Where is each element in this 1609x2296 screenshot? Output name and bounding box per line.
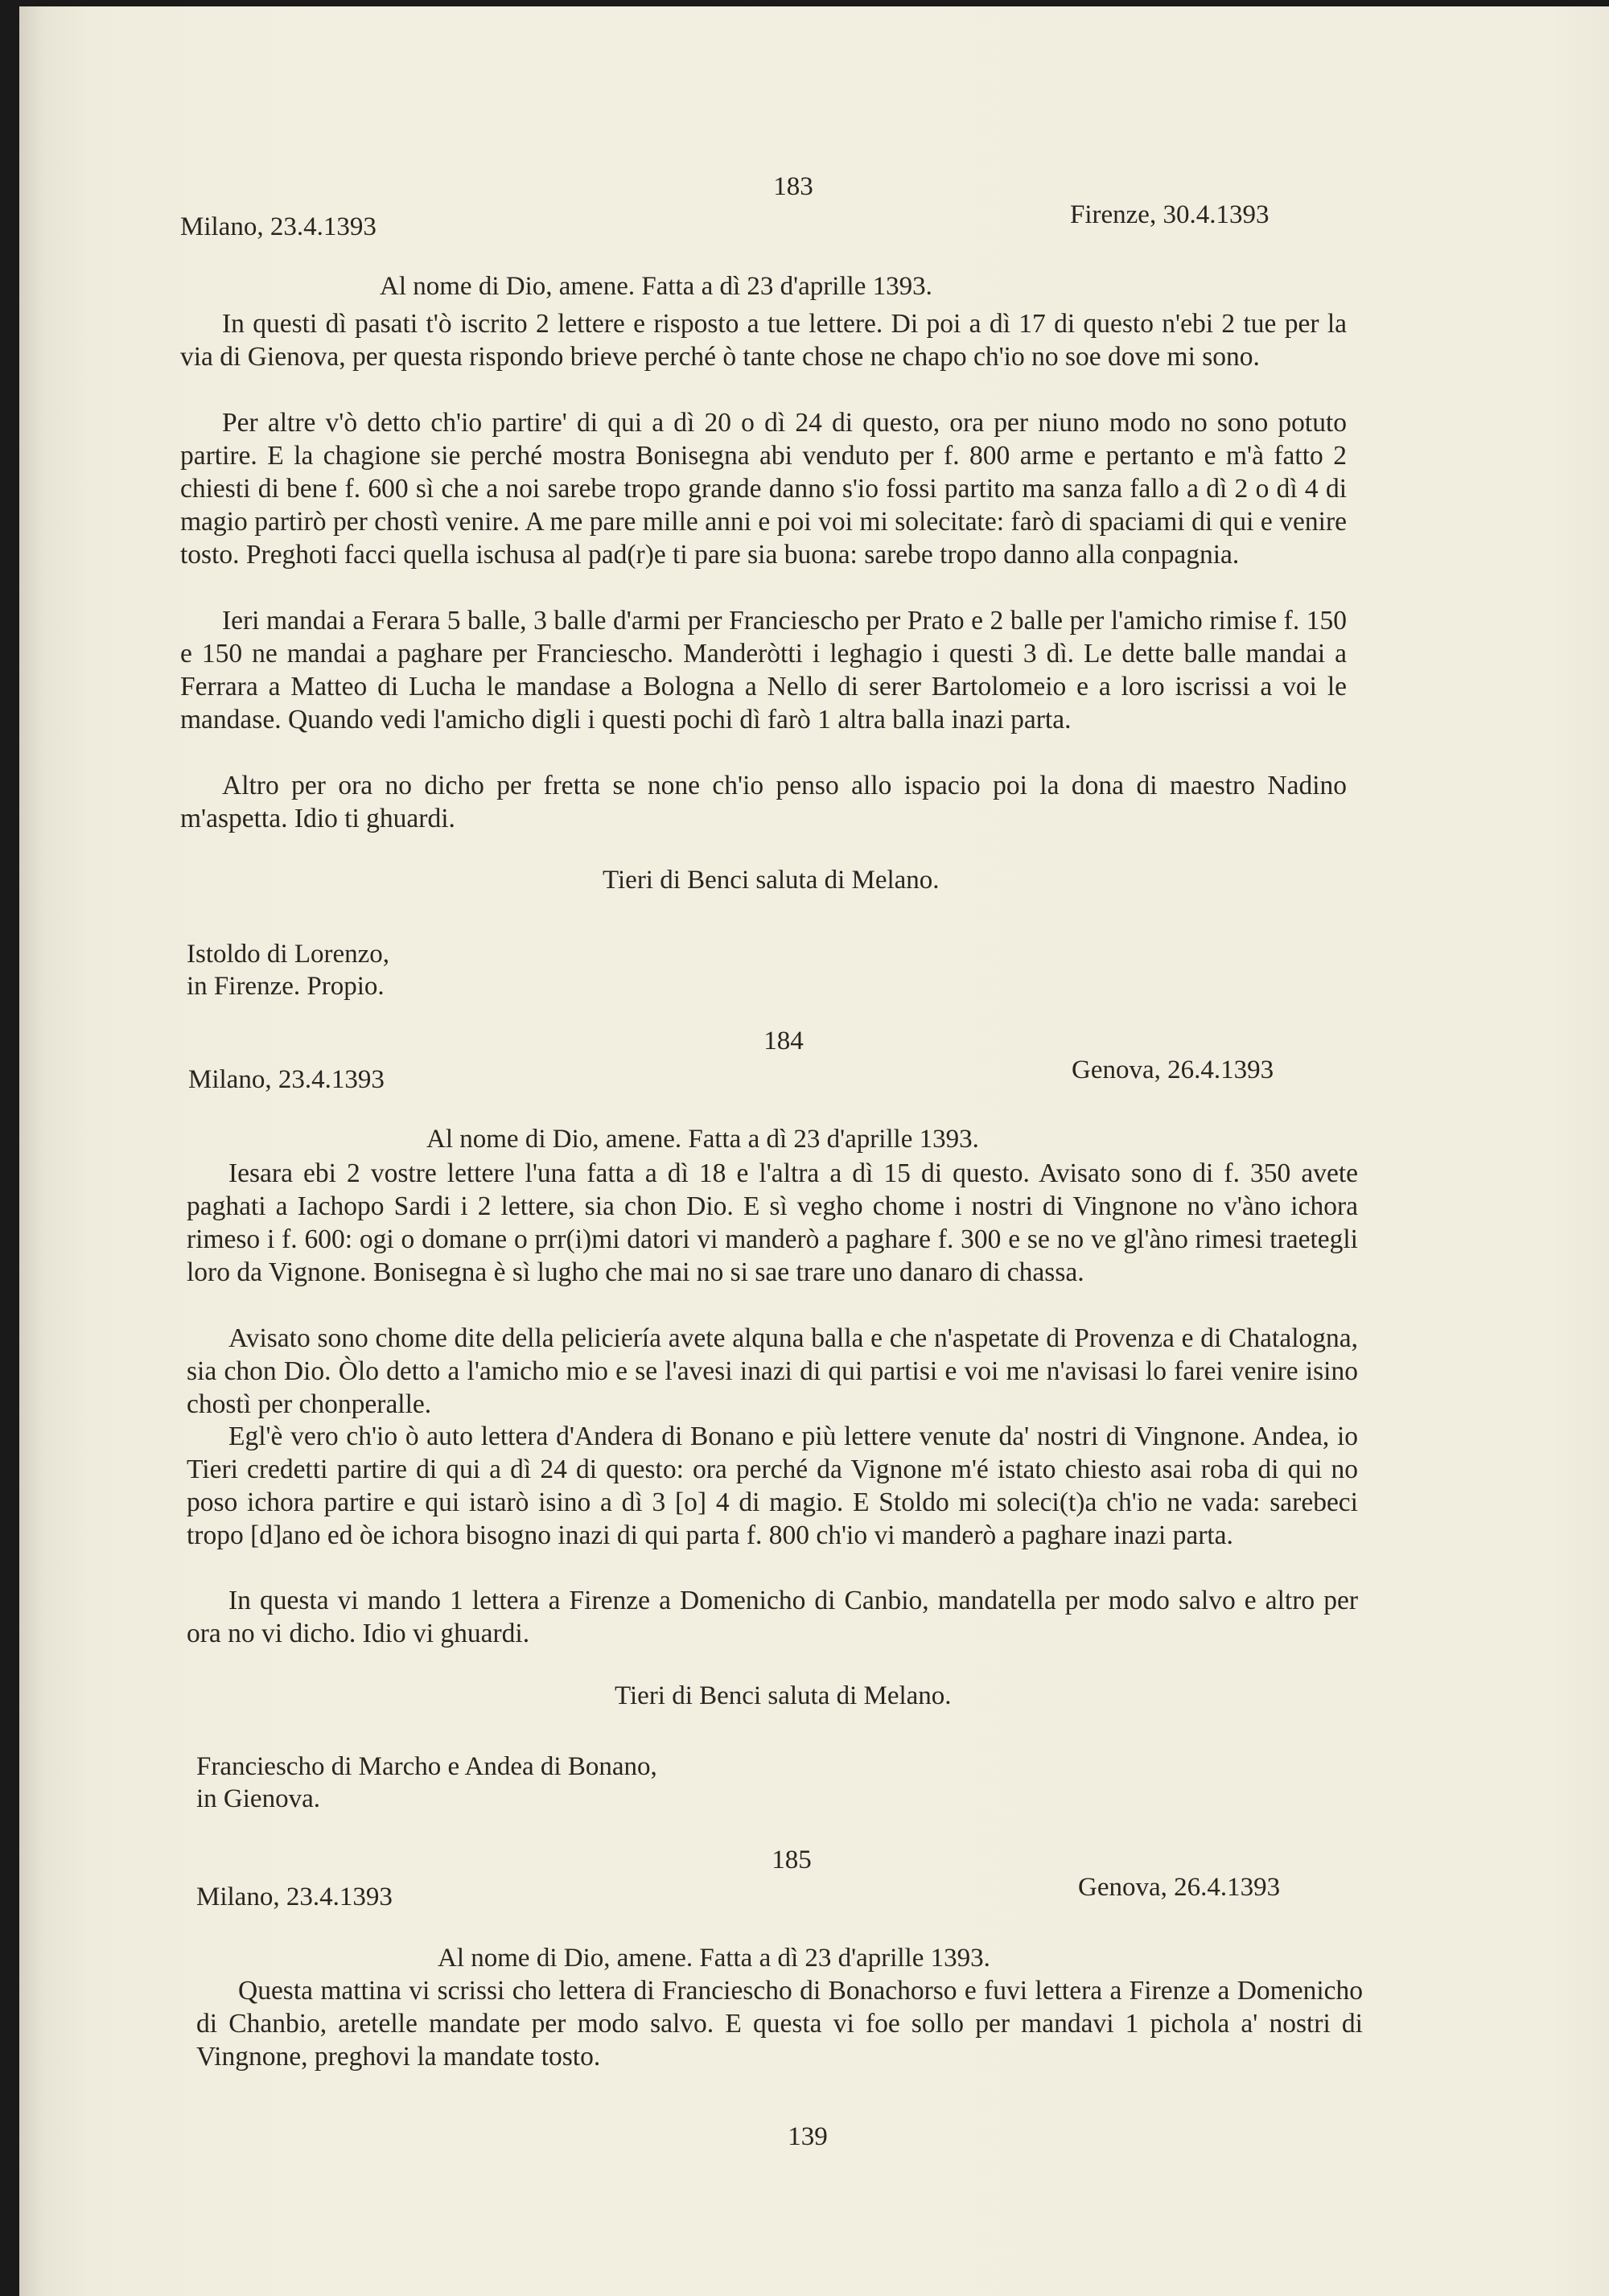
letter-address [187, 938, 389, 1002]
letter-paragraph: Egl'è vero ch'io ò auto lettera d'Andera di Bonano e più lettere venute da' nostri di Vingnone. Andea, io Tieri credetti partire di qui a dì 24 di questo: ora perché da Vignone m'é istato chiesto asai roba di qui no poso ichora partire e qui istarò isino a dì 3 [o] 4 di magio. E Stoldo mi soleci(t)a ch'io ne vada: sarebeci tropo [d]ano ed òe ichora bisogno inazi di qui parta f. 800 ch'io vi manderò a paghare inazi parta. [187, 1422, 1358, 1550]
letter-heading: Al nome di Dio, amene. Fatta a dì 23 d'aprille 1393. [426, 1125, 979, 1154]
letter-origin: Milano, 23.4.1393 [196, 1882, 393, 1911]
page-number: 139 [788, 2122, 828, 2151]
address-line: Istoldo di Lorenzo, [187, 940, 390, 969]
letter-heading: Al nome di Dio, amene. Fatta a dì 23 d'aprille 1393. [438, 1944, 990, 1973]
letter-origin: Milano, 23.4.1393 [188, 1065, 385, 1094]
letter-destination: Firenze, 30.4.1393 [1070, 200, 1270, 229]
letter-number: 183 [773, 172, 813, 201]
letter-number: 184 [763, 1027, 804, 1055]
letter-destination: Genova, 26.4.1393 [1072, 1055, 1274, 1084]
address-line: Franciescho di Marcho e Andea di Bonano, [196, 1752, 657, 1781]
book-page [19, 6, 1609, 2296]
letter-number: 185 [772, 1845, 812, 1874]
letter-paragraph: Questa mattina vi scrissi cho lettera di Franciescho di Bonachorso e fuvi lettera a Firenze a Domenicho di Chanbio, aretelle mandate per modo salvo. E questa vi foe sollo per mandavi 1 pichola a' nostri di Vingnone, preghovi la mandate tosto. [196, 1976, 1363, 2072]
letter-heading: Al nome di Dio, amene. Fatta a dì 23 d'aprille 1393. [380, 272, 932, 301]
letter-signature: Tieri di Benci saluta di Melano. [603, 866, 940, 895]
letter-paragraph: Avisato sono chome dite della peliciería avete alquna balla e che n'aspetate di Provenza e di Chatalogna, sia chon Dio. Òlo detto a l'amicho mio e se l'avesi inazi di qui partisi e voi me n'avisasi lo farei venire isino chostì per chonperalle. [187, 1323, 1358, 1419]
letter-destination: Genova, 26.4.1393 [1078, 1873, 1281, 1902]
letter-signature: Tieri di Benci saluta di Melano. [615, 1681, 952, 1710]
letter-paragraph: Iesara ebi 2 vostre lettere l'una fatta a dì 18 e l'altra a dì 15 di questo. Avisato sono di f. 350 avete paghati a Iachopo Sardi i 2 lettere, sia chon Dio. E sì vegho chome i nostri di Vingnone no v'àno ichora rimeso i f. 600: ogi o domane o prr(i)mi datori vi manderò a paghare f. 300 e se no ve gl'àno rimesi traetegli loro da Vignone. Bonisegna è sì lugho che mai no si sae trare uno danaro di chassa. [187, 1158, 1358, 1287]
address-line: in Gienova. [196, 1784, 320, 1813]
letter-paragraph: Altro per ora no dicho per fretta se none ch'io penso allo ispacio poi la dona di maestro Nadino m'aspetta. Idio ti ghuardi. [180, 771, 1347, 833]
letter-paragraph: Ieri mandai a Ferara 5 balle, 3 balle d'armi per Franciescho per Prato e 2 balle per l'amicho rimise f. 150 e 150 ne mandai a paghare per Franciescho. Manderòtti i leghagio i questi 3 dì. Le dette balle mandai a Ferrara a Matteo di Lucha le mandase a Bologna a Nello di serer Bartolomeio e a loro iscrissi a voi le mandase. Quando vedi l'amicho digli i questi pochi dì farò 1 altra balla inazi parta. [180, 606, 1347, 734]
letter-paragraph: Per altre v'ò detto ch'io partire' di qui a dì 20 o dì 24 di questo, ora per niuno modo no sono potuto partire. E la chagione sie perché mostra Bonisegna abi venduto per f. 800 arme e pertanto e m'à fatto 2 chiesti di bene f. 600 sì che a noi sarebe tropo grande danno s'io fossi partito ma sanza fallo a dì 2 o dì 4 di magio partirò per chostì venire. A me pare mille anni e poi voi mi solecitate: farò di spaciami di qui e venire tosto. Preghoti facci quella ischusa al pad(r)e ti pare sia buona: sarebe tropo danno alla conpagnia. [180, 408, 1347, 570]
letter-paragraph: In questa vi mando 1 lettera a Firenze a Domenicho di Canbio, mandatella per modo salvo e altro per ora no vi dicho. Idio vi ghuardi. [187, 1586, 1358, 1648]
address-line: in Firenze. Propio. [187, 972, 385, 1001]
letter-address [196, 1751, 657, 1815]
letter-origin: Milano, 23.4.1393 [180, 212, 377, 241]
letter-paragraph: In questi dì pasati t'ò iscrito 2 lettere e risposto a tue lettere. Di poi a dì 17 di questo n'ebi 2 tue per la via di Gienova, per questa rispondo brieve perché ò tante chose ne chapo ch'io no soe dove mi sono. [180, 309, 1347, 372]
